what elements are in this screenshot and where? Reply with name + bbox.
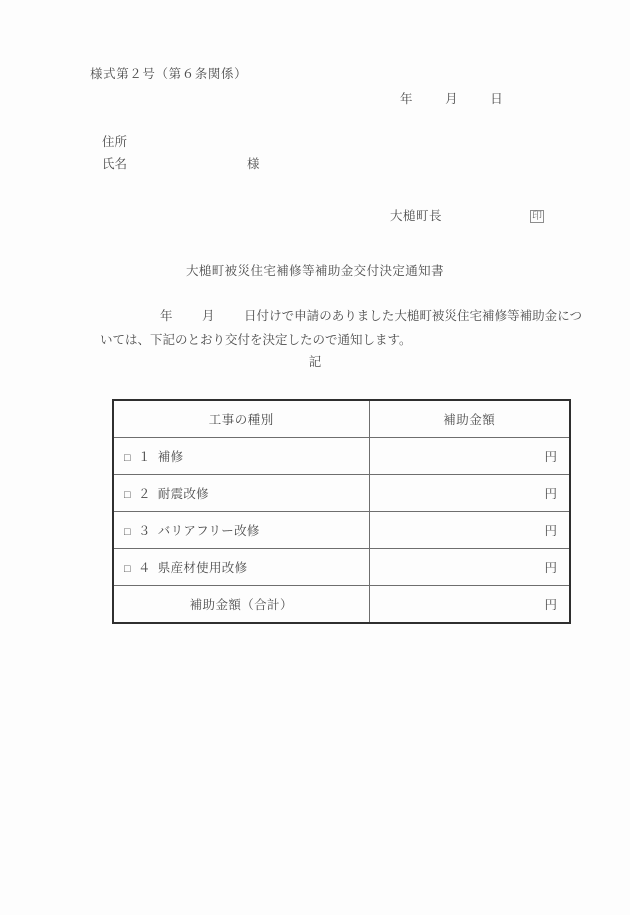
table-row — [113, 475, 570, 512]
row-kind-4 — [113, 549, 369, 586]
date-line — [400, 89, 580, 107]
addressee-name-label: 氏名 — [102, 157, 128, 171]
issuer-block — [390, 206, 544, 224]
document-title: 大槌町被災住宅補修等補助金交付決定通知書 — [185, 264, 444, 278]
addressee-block — [102, 131, 260, 175]
table-header-row — [113, 400, 570, 438]
table-row — [113, 438, 570, 475]
subsidy-table-body — [113, 400, 570, 623]
currency-unit-total: 円 — [544, 598, 557, 612]
checkbox-icon-2[interactable]: □ — [124, 488, 131, 501]
total-label: 補助金額（合計） — [113, 586, 369, 624]
checkbox-icon-3[interactable]: □ — [124, 525, 131, 538]
row-number-3: ３ — [137, 524, 151, 538]
ki-mark: 記 — [308, 355, 322, 369]
body-year-label: 年 — [160, 309, 173, 323]
addressee-name-row — [102, 153, 260, 175]
issuer-name: 大槌町長 — [390, 209, 443, 223]
row-amount-3[interactable] — [369, 512, 570, 549]
addressee-address-label: 住所 — [102, 135, 128, 149]
addressee-honorific: 様 — [247, 157, 260, 171]
row-number-2: ２ — [137, 487, 151, 501]
header-amount: 補助金額 — [369, 400, 570, 438]
row-label-1: 補修 — [157, 450, 184, 464]
row-amount-2[interactable] — [369, 475, 570, 512]
checkbox-icon-1[interactable]: □ — [124, 451, 131, 464]
currency-unit-3: 円 — [544, 524, 557, 538]
subsidy-table — [112, 399, 571, 624]
table-row — [113, 549, 570, 586]
row-kind-2 — [113, 475, 369, 512]
row-label-2: 耐震改修 — [157, 487, 209, 501]
row-amount-1[interactable] — [369, 438, 570, 475]
currency-unit-1: 円 — [544, 450, 557, 464]
currency-unit-4: 円 — [544, 561, 557, 575]
row-number-1: １ — [137, 450, 151, 464]
body-main-text: 日付けで申請のありました大槌町被災住宅補修等補助金については、下記のとおり交付を決定したので通知します。 — [100, 309, 582, 347]
table-total-row — [113, 586, 570, 624]
row-label-3: バリアフリー改修 — [157, 524, 260, 538]
seal-icon: 印 — [532, 211, 543, 222]
row-label-4: 県産材使用改修 — [157, 561, 248, 575]
table-row — [113, 512, 570, 549]
row-kind-1 — [113, 438, 369, 475]
date-year-label: 年 — [400, 92, 413, 106]
row-amount-4[interactable] — [369, 549, 570, 586]
body-month-label: 月 — [202, 309, 215, 323]
total-amount[interactable] — [369, 586, 570, 624]
date-month-label: 月 — [445, 92, 458, 106]
header-kind: 工事の種別 — [113, 400, 369, 438]
body-paragraph — [100, 304, 582, 352]
date-day-label: 日 — [490, 92, 503, 106]
row-kind-3 — [113, 512, 369, 549]
form-number: 様式第２号（第６条関係） — [90, 67, 248, 81]
row-number-4: ４ — [137, 561, 151, 575]
addressee-address-row — [102, 131, 260, 153]
currency-unit-2: 円 — [544, 487, 557, 501]
checkbox-icon-4[interactable]: □ — [124, 562, 131, 575]
